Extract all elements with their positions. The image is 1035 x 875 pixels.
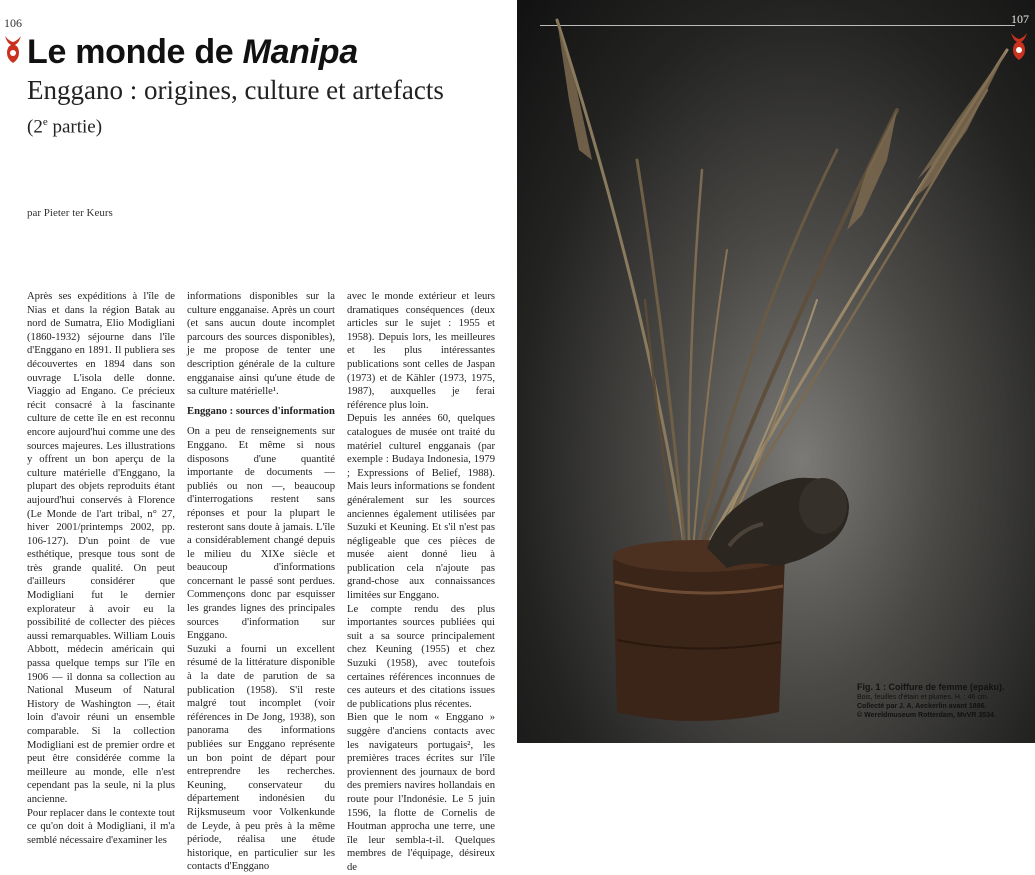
paragraph: informations disponibles sur la culture engganaise. Après un court (et sans aucun doute incomplet parcours des sources disponibles), je me propose de tenter une description générale de la culture engganaise ainsi qu'une étude de sa culture matérielle¹. <box>187 291 335 398</box>
caption-line: Bois, feuilles d'étain et plumes. H. : 46 cm. <box>857 694 989 701</box>
paragraph: Bien que le nom « Enggano » suggère d'anciens contacts avec les navigateurs portugais², les premières traces écrites sur l'île proviennent des journaux de bord des premiers navires hollandais en route pour l'Indonésie. Le 5 juin 1596, la flotte de Cornelis de Houtman approcha une terre, une île leur sembla-t-il. Quelques membres de l'équipage, désireux de <box>347 712 495 873</box>
headdress-mark-icon <box>3 33 23 65</box>
part-pre: (2 <box>27 116 43 138</box>
part-post: partie) <box>47 116 103 138</box>
paragraph: Depuis les années 60, quelques catalogues de musée ont traité du matériel culturel engganais (par exemple : Budaya Indonesia, 1979 ; Expressions of Belief, 1988). Mais leurs informations se fondent généralement sur les sources anciennes également utilisées par Suzuki et Keuning. Et s'il n'est pas négligeable que ces pièces de musée aient donné lieu à publication cela n'ajoute pas grand-chose aux connaissances limitées sur Enggano. <box>347 413 495 602</box>
page-number-right: 107 <box>1011 12 1029 26</box>
paragraph: Après ses expéditions à l'île de Nias et dans la région Batak au nord de Sumatra, Elio Modigliani (1860-1932) séjourne dans l'île d'Enggano en 1891. Il publiera ses découvertes en 1894 dans son ouvrage L'isola delle donne. Viaggio ad Engano. Ce précieux récit consacré à la fascinante culture de cette île en est reconnu encore aujourd'hui comme une des sources majeures. Les illustrations y offrent un bon aperçu de la culture matérielle d'Enggano, la plupart des objets reproduits étant aujourd'hui conservés à Florence (Le Monde de l'art tribal, n° 27, hiver 2001/printemps 2002, pp. 106-127). D'un point de vue esthétique, presque tous sont de très grande qualité. On peut d'ailleurs considérer que Modigliani fut le dernier explorateur à avoir eu la possibilité de collecter des pièces aussi remarquables. William Louis Abbott, médecin américain qui passa quelque temps sur l'île en 1906 — il donna sa collection au National Museum of Natural History de Washington —, était loin d'avoir réuni un ensemble comparable. Si la collection Modigliani est de premier ordre et peut être considérée comme la meilleure au monde, elle n'est cependant pas la seule, ni la plus ancienne. <box>27 291 175 805</box>
paragraph: Le compte rendu des plus importantes sources publiées qui suit a sa source principalement chez Keuning (1955) et chez Suzuki (1958), avec toutefois certaines références inconnues de ces auteurs et des citations issues de publications plus récentes. <box>347 603 495 710</box>
byline: par Pieter ter Keurs <box>27 207 113 219</box>
paragraph: avec le monde extérieur et leurs dramatiques conséquences (deux articles sur le sujet : 1955 et 1958). Depuis lors, les meilleures et les plus intéressantes publications sont celles de Jaspan (1973) et de Kähler (1973, 1975, 1987), auxquelles je ferai référence plus loin. <box>347 291 495 411</box>
section-heading: Enggano : sources d'information <box>187 405 335 417</box>
page-number-left: 106 <box>4 16 22 30</box>
title-emph: Manipa <box>242 33 358 71</box>
text-column-1 <box>27 290 175 847</box>
article-title <box>27 33 358 72</box>
caption-line: Collecté par J. A. Aeckerlin avant 1886. <box>857 703 987 710</box>
article-subtitle: Enggano : origines, culture et artefacts <box>27 75 444 105</box>
headdress-photo <box>517 0 1035 743</box>
text-column-3 <box>347 290 495 875</box>
left-page <box>0 0 517 873</box>
text-column-2 <box>187 290 335 874</box>
paragraph: Pour replacer dans le contexte tout ce qu'on doit à Modigliani, il m'a semblé nécessaire d'examiner les <box>27 807 175 846</box>
caption-title: Fig. 1 : Coiffure de femme (epaku). <box>857 682 1005 692</box>
paragraph: Suzuki a fourni un excellent résumé de la littérature disponible à la date de parution de sa publication (1958). S'il reste malgré tout incomplet (voir références in De Jong, 1938), son panorama des informations publiées sur Enggano représente un bon point de départ pour entreprendre les recherches. Keuning, conservateur du département indonésien du Rijksmuseum voor Volkenkunde de Leyde, à peu près à la même période, réalisa une étude historique, en particulier sur les contacts d'Enggano <box>187 643 335 873</box>
caption-line: © Wereldmuseum Rotterdam, MvVR 3534. <box>857 712 996 719</box>
figure-caption <box>857 682 1031 720</box>
paragraph: On a peu de renseignements sur Enggano. Et même si nous disposons d'une quantité importante de documents — publiés ou non —, beaucoup d'interrogations restent sans réponses et pour la plupart le resteront sans doute à jamais. L'île a considérablement changé depuis le milieu du XIXe siècle et beaucoup d'informations concernant le passé sont perdues. Commençons donc par esquisser les grandes lignes des principales sources d'information sur Enggano. <box>187 426 335 642</box>
right-page <box>517 0 1035 743</box>
part-sup: e <box>42 116 48 128</box>
title-main: Le monde de <box>27 33 243 71</box>
article-part <box>27 116 102 138</box>
